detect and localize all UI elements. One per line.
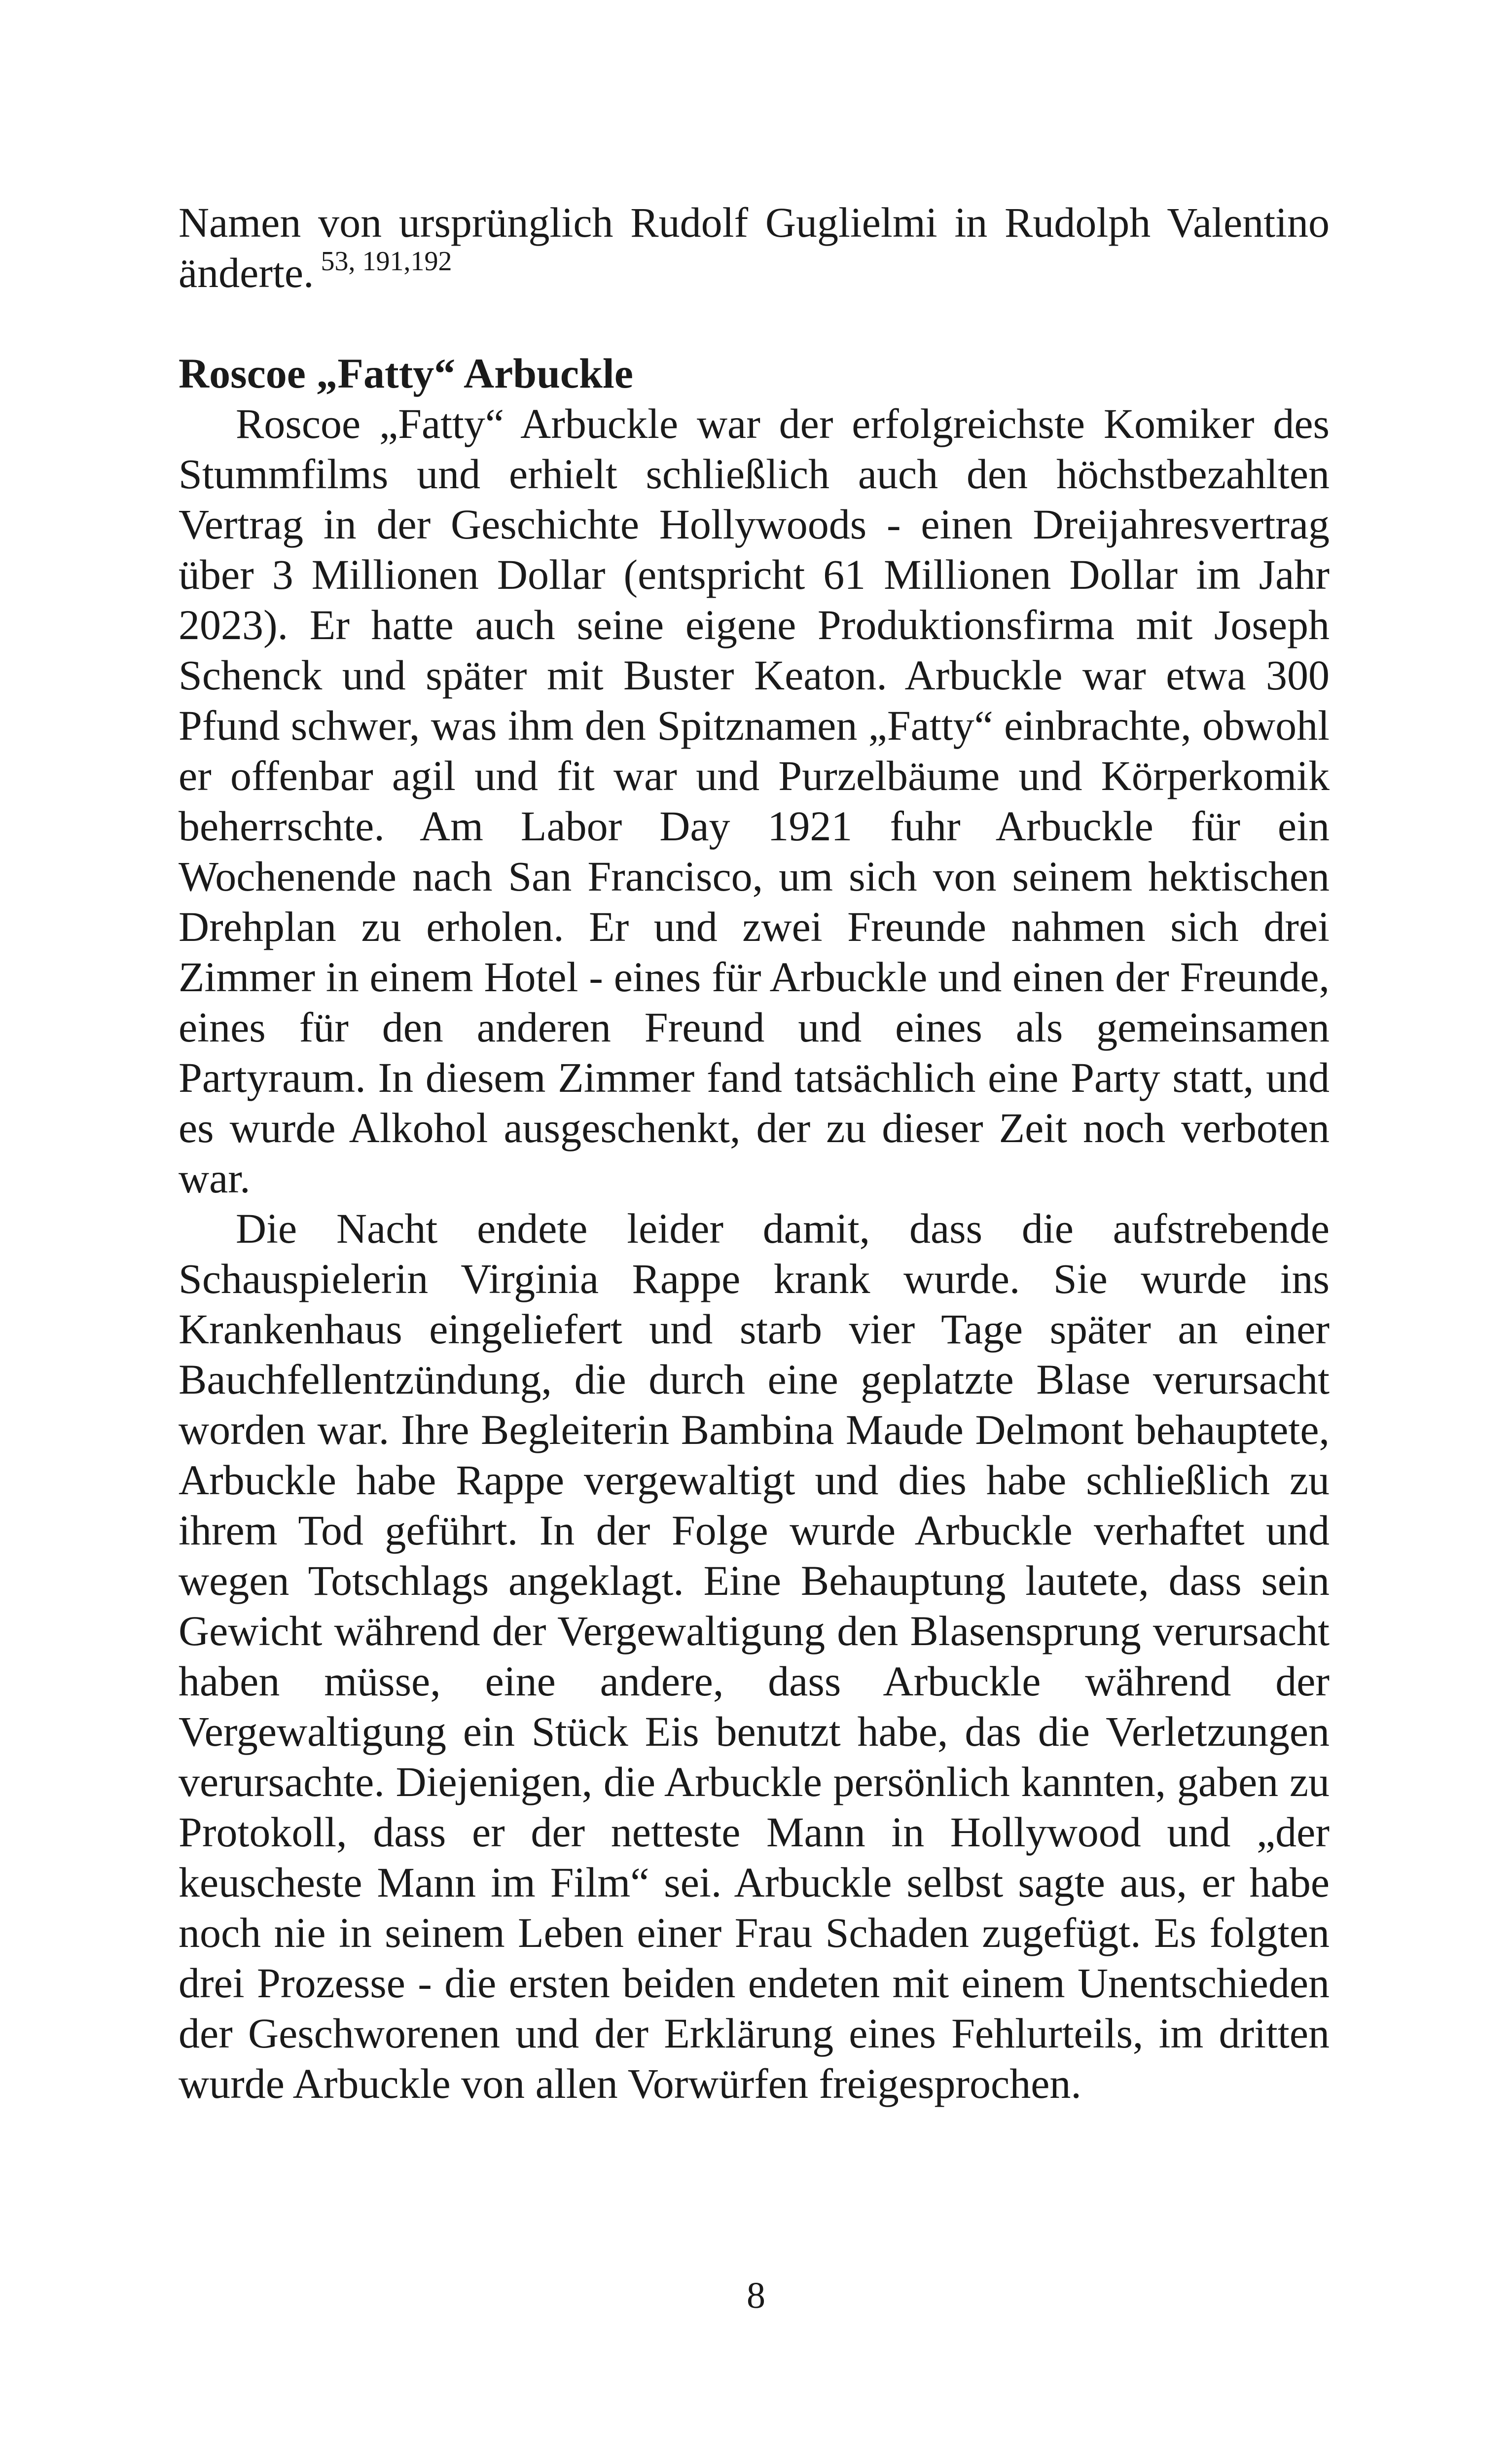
footnote-references: 53, 191,192 [321, 246, 452, 277]
section-heading: Roscoe „Fatty“ Arbuckle [179, 350, 633, 397]
intro-text: Namen von ursprünglich Rudolf Guglielmi in Rudolph Valentino änderte. [179, 199, 1330, 296]
page-body [179, 197, 1330, 2109]
body-paragraph-2: Die Nacht endete leider damit, dass die aufstrebende Schauspielerin Virginia Rappe krank wurde. Sie wurde ins Krankenhaus eingeliefert und starb vier Tage später an einer Bauchfellentzündung, die durch eine geplatzte Blase verursacht worden war. Ihre Begleiterin Bambina Maude Delmont behauptete, Arbuckle habe Rappe vergewaltigt und dies habe schließlich zu ihrem Tod geführt. In der Folge wurde Arbuckle verhaftet und wegen Totschlags angeklagt. Eine Behauptung lautete, dass sein Gewicht während der Vergewaltigung den Blasensprung verursacht haben müsse, eine andere, dass Arbuckle während der Vergewaltigung ein Stück Eis benutzt habe, das die Verletzungen verursachte. Diejenigen, die Arbuckle persönlich kannten, gaben zu Protokoll, dass er der netteste Mann in Hollywood und „der keuscheste Mann im Film“ sei. Arbuckle selbst sagte aus, er habe noch nie in seinem Leben einer Frau Schaden zugefügt. Es folgten drei Prozesse - die ersten beiden endeten mit einem Unentschieden der Geschworenen und der Erklärung eines Fehlurteils, im dritten wurde Arbuckle von allen Vorwürfen freigesprochen. [179, 1205, 1330, 2107]
intro-paragraph [179, 197, 1330, 298]
page-number: 8 [747, 2275, 765, 2316]
body-paragraph-1: Roscoe „Fatty“ Arbuckle war der erfolgreichste Komiker des Stummfilms und erhielt schließlich auch den höchstbezahlten Vertrag in der Geschichte Hollywoods - einen Dreijahresvertrag über 3 Millionen Dollar (entspricht 61 Millionen Dollar im Jahr 2023). Er hatte auch seine eigene Produktionsfirma mit Joseph Schenck und später mit Buster Keaton. Arbuckle war etwa 300 Pfund schwer, was ihm den Spitznamen „Fatty“ einbrachte, obwohl er offenbar agil und fit war und Purzelbäume und Körperkomik beherrschte. Am Labor Day 1921 fuhr Arbuckle für ein Wochenende nach San Francisco, um sich von seinem hektischen Drehplan zu erholen. Er und zwei Freunde nahmen sich drei Zimmer in einem Hotel - eines für Arbuckle und einen der Freunde, eines für den anderen Freund und eines als gemeinsamen Partyraum. In diesem Zimmer fand tatsächlich eine Party statt, und es wurde Alkohol ausgeschenkt, der zu dieser Zeit noch verboten war. [179, 400, 1330, 1202]
